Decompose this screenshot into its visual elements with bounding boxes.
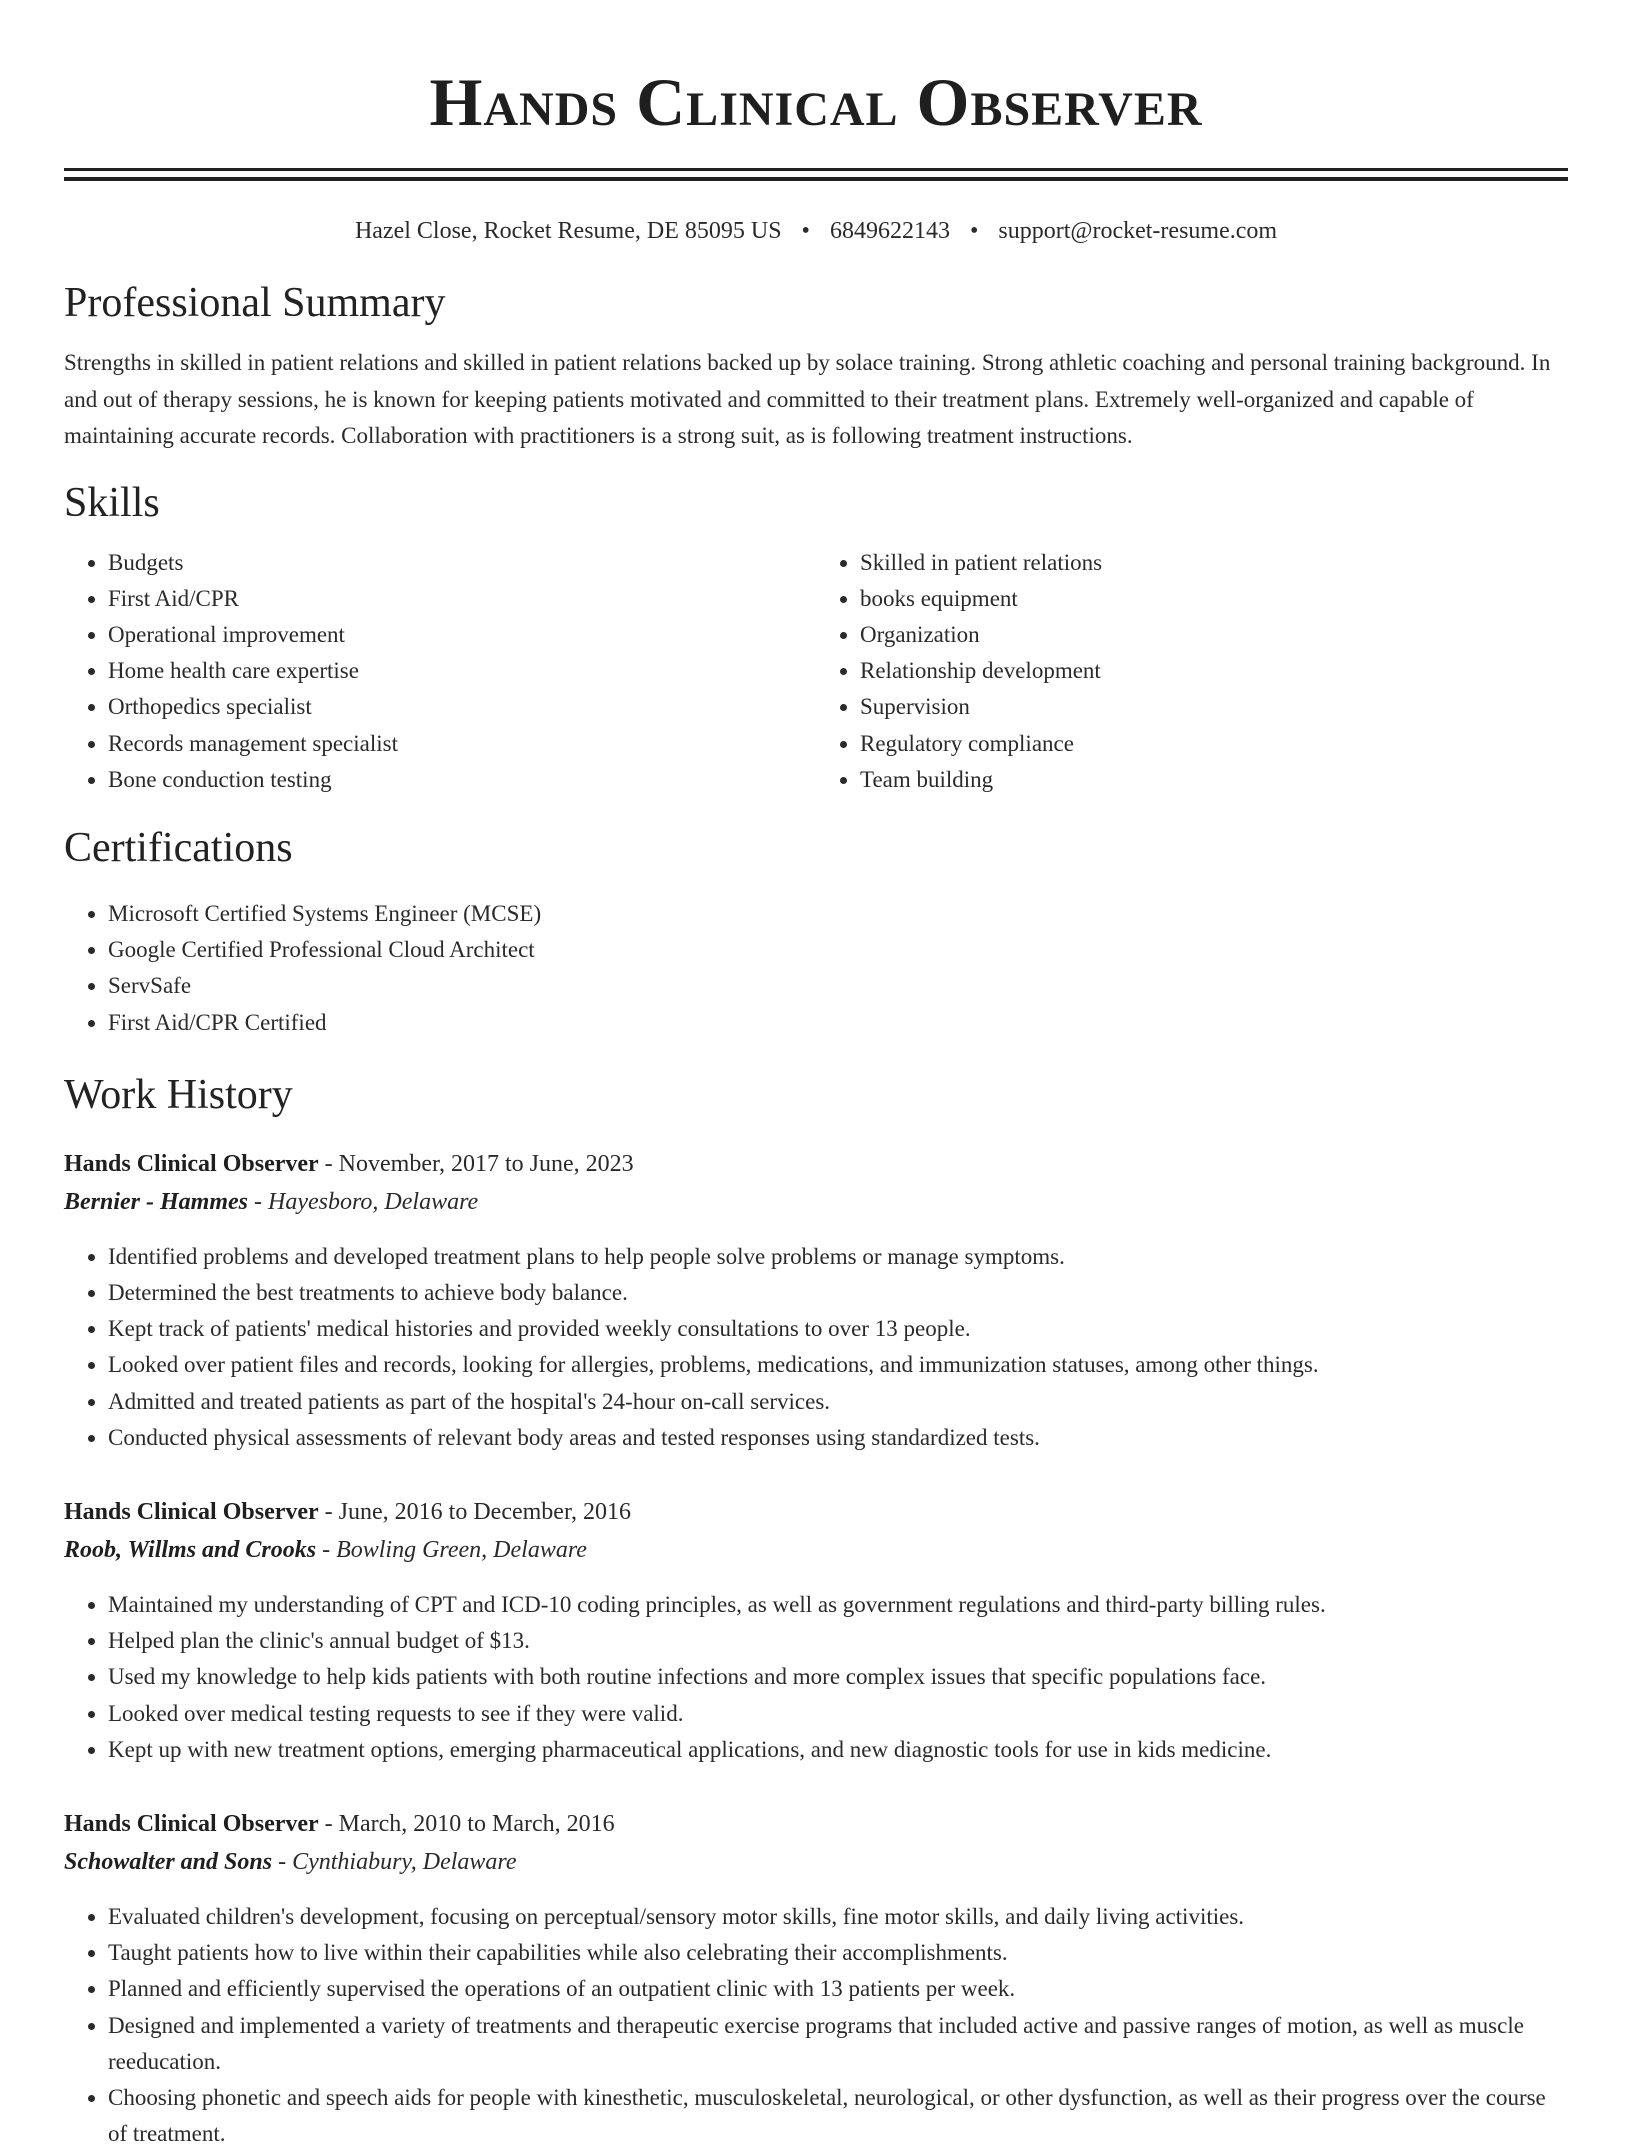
resume-page <box>64 0 1568 2152</box>
job-title: Hands Clinical Observer <box>64 1810 319 1837</box>
contact-line <box>64 215 1568 247</box>
skill-item: • Bone conduction testing <box>108 762 816 798</box>
job-title-line: Hands Clinical Observer - November, 2017 to June, 2023 <box>64 1150 634 1177</box>
job-title: Hands Clinical Observer <box>64 1498 319 1525</box>
skill-item: • First Aid/CPR <box>108 581 816 617</box>
company-name: Bernier - Hammes <box>64 1188 248 1215</box>
contact-email: support@rocket-resume.com <box>998 218 1278 244</box>
summary-text: Strengths in skilled in patient relations and skilled in patient relations backed up by solace training. Strong athletic coaching and personal training background. In and out of therapy sessions, he is known for keeping patients motivated and committed to their treatment plans. Extremely well-organized and capable of maintaining accurate records. Collaboration with practitioners is a strong suit, as is following treatment instructions. <box>64 350 1551 448</box>
job-bullet: • Looked over patient files and records, looking for allergies, problems, medications, and immunization statuses, among other things. <box>108 1347 1568 1383</box>
company-line: Schowalter and Sons - Cynthiabury, Delaware <box>64 1848 517 1875</box>
certification-item: • First Aid/CPR Certified <box>108 1005 1568 1041</box>
job-bullet: • Designed and implemented a variety of treatments and therapeutic exercise programs that included active and passive ranges of motion, as well as muscle reeducation. <box>108 2008 1568 2080</box>
job-dates: June, 2016 to December, 2016 <box>338 1498 631 1525</box>
certifications-heading: Certifications <box>64 824 293 871</box>
job-title-line: Hands Clinical Observer - June, 2016 to December, 2016 <box>64 1498 631 1525</box>
job-bullet: • Taught patients how to live within their capabilities while also celebrating their accomplishments. <box>108 1935 1568 1971</box>
company-line: Bernier - Hammes - Hayesboro, Delaware <box>64 1188 479 1215</box>
certification-item: • ServSafe <box>108 968 1568 1004</box>
job-bullet: • Planned and efficiently supervised the operations of an outpatient clinic with 13 patients per week. <box>108 1971 1568 2007</box>
job-title-line: Hands Clinical Observer - March, 2010 to March, 2016 <box>64 1810 615 1837</box>
skill-item: • Supervision <box>860 689 1568 725</box>
skill-item: • Home health care expertise <box>108 653 816 689</box>
job-bullet: • Used my knowledge to help kids patients with both routine infections and more complex issues that specific populations face. <box>108 1659 1568 1695</box>
skill-item: • Regulatory compliance <box>860 726 1568 762</box>
job-bullet: • Kept track of patients' medical histories and provided weekly consultations to over 13 people. <box>108 1311 1568 1347</box>
job-dates: November, 2017 to June, 2023 <box>338 1150 634 1177</box>
job-entry <box>64 1805 1568 2152</box>
job-bullets <box>64 1899 1568 2152</box>
company-name: Roob, Willms and Crooks <box>64 1536 317 1563</box>
job-bullet: • Evaluated children's development, focusing on perceptual/sensory motor skills, fine motor skills, and daily living activities. <box>108 1899 1568 1935</box>
skill-item: • Budgets <box>108 545 816 581</box>
skills-list-left <box>64 545 816 798</box>
certification-item: • Microsoft Certified Systems Engineer (MCSE) <box>108 896 1568 932</box>
company-line: Roob, Willms and Crooks - Bowling Green, Delaware <box>64 1536 587 1563</box>
company-name: Schowalter and Sons <box>64 1848 273 1875</box>
job-bullet: • Choosing phonetic and speech aids for people with kinesthetic, musculoskeletal, neurological, or other dysfunction, as well as their progress over the course of treatment. <box>108 2080 1568 2152</box>
job-entry <box>64 1493 1568 1768</box>
job-bullets <box>64 1239 1568 1456</box>
skill-item: • Records management specialist <box>108 726 816 762</box>
skill-item: • books equipment <box>860 581 1568 617</box>
company-location: Cynthiabury, Delaware <box>292 1848 517 1875</box>
skill-item: • Relationship development <box>860 653 1568 689</box>
job-bullet: • Determined the best treatments to achieve body balance. <box>108 1275 1568 1311</box>
skill-item: • Team building <box>860 762 1568 798</box>
job-bullet: • Admitted and treated patients as part of the hospital's 24-hour on-call services. <box>108 1384 1568 1420</box>
company-location: Bowling Green, Delaware <box>336 1536 587 1563</box>
job-bullet: • Maintained my understanding of CPT and ICD-10 coding principles, as well as government regulations and third-party billing rules. <box>108 1587 1568 1623</box>
contact-address: Hazel Close, Rocket Resume, DE 85095 US <box>354 218 782 244</box>
skill-item: • Skilled in patient relations <box>860 545 1568 581</box>
skill-item: • Orthopedics specialist <box>108 689 816 725</box>
header-divider <box>64 168 1568 181</box>
contact-phone: 6849622143 <box>829 218 950 244</box>
summary-heading: Professional Summary <box>64 280 446 326</box>
job-bullet: • Looked over medical testing requests to see if they were valid. <box>108 1696 1568 1732</box>
job-bullet: • Helped plan the clinic's annual budget of $13. <box>108 1623 1568 1659</box>
skill-item: • Operational improvement <box>108 617 816 653</box>
job-bullet: • Kept up with new treatment options, emerging pharmaceutical applications, and new diagnostic tools for use in kids medicine. <box>108 1732 1568 1768</box>
job-entry <box>64 1145 1568 1456</box>
skill-item: • Organization <box>860 617 1568 653</box>
job-bullets <box>64 1587 1568 1768</box>
job-bullet: • Identified problems and developed treatment plans to help people solve problems or manage symptoms. <box>108 1239 1568 1275</box>
certifications-list <box>64 896 1568 1041</box>
work-history-heading: Work History <box>64 1071 293 1118</box>
company-location: Hayesboro, Delaware <box>268 1188 479 1215</box>
contact-separator: • <box>801 218 810 244</box>
job-title: Hands Clinical Observer <box>64 1150 319 1177</box>
resume-name: Hands Clinical Observer <box>429 64 1203 140</box>
job-dates: March, 2010 to March, 2016 <box>338 1810 615 1837</box>
skills-heading: Skills <box>64 479 160 526</box>
skills-columns <box>64 545 1568 798</box>
certification-item: • Google Certified Professional Cloud Architect <box>108 932 1568 968</box>
contact-separator: • <box>969 218 979 244</box>
skills-list-right <box>816 545 1568 798</box>
job-bullet: • Conducted physical assessments of relevant body areas and tested responses using standardized tests. <box>108 1420 1568 1456</box>
